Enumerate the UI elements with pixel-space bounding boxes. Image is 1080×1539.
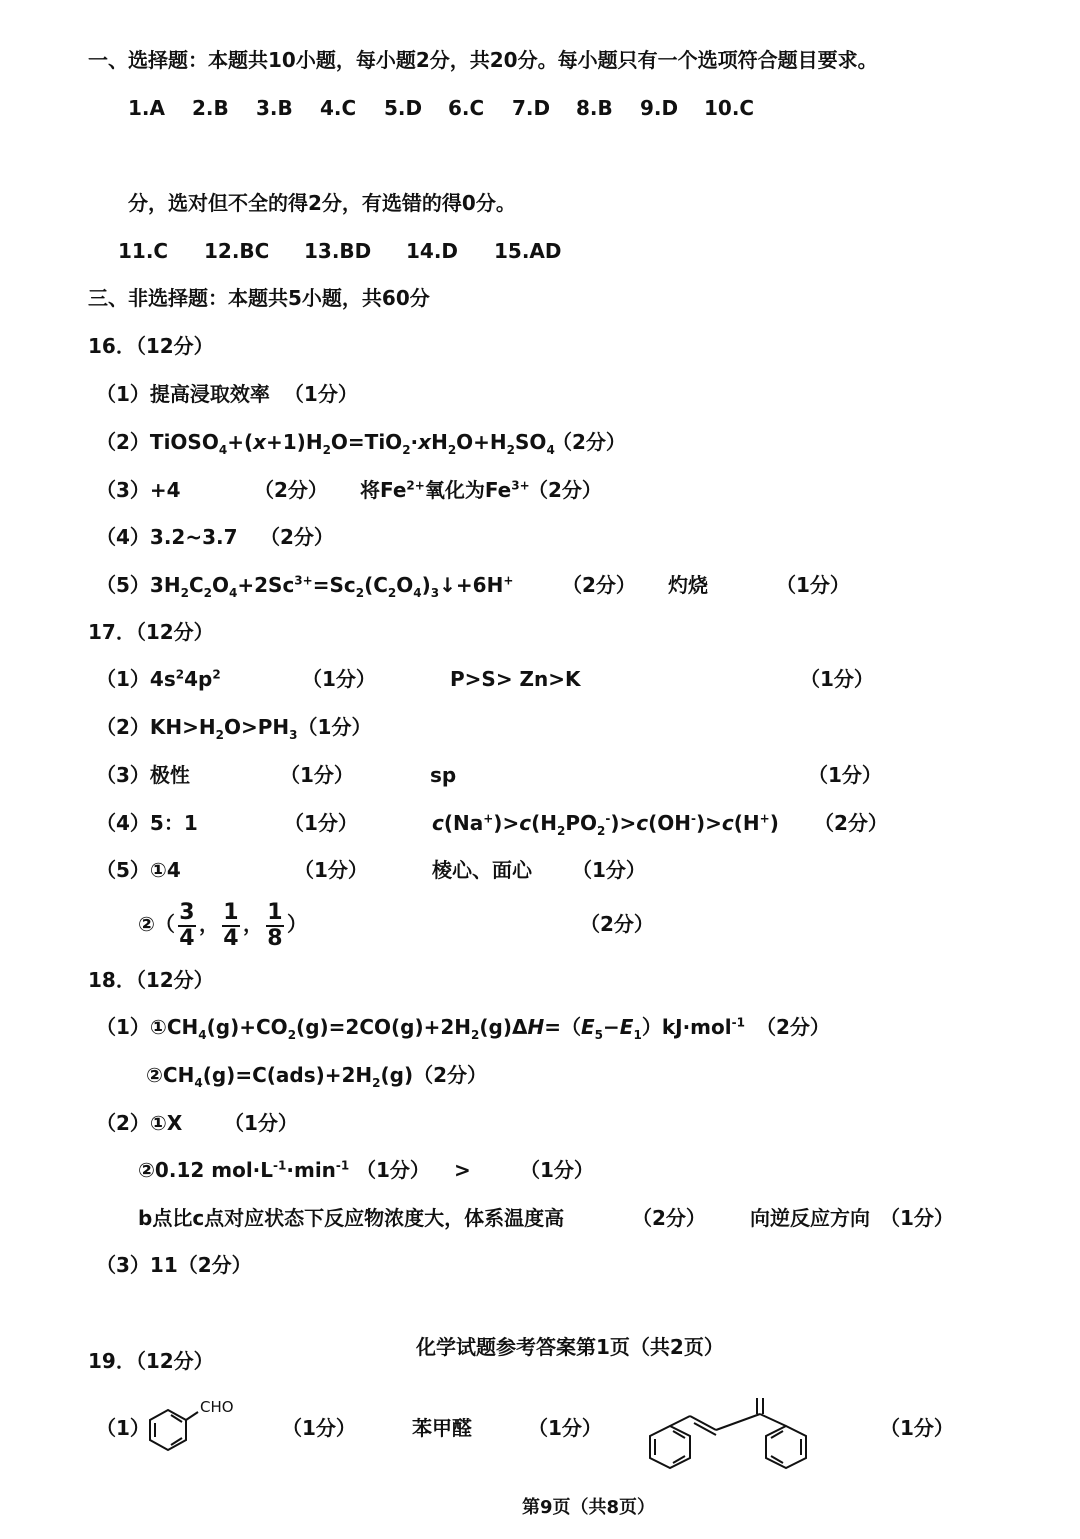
item-number: （1）: [96, 1416, 150, 1440]
q16-title: 16．（12分）: [88, 334, 214, 358]
item-number: （5）: [96, 858, 150, 882]
answer-text: 提高浸取效率: [149, 382, 270, 406]
score: （2分）: [552, 430, 626, 454]
answer-text: ①4: [149, 858, 181, 882]
score: （2分）: [528, 478, 602, 502]
section2-heading-fragment: 分，选对但不全的得2分，有选错的得0分。: [128, 191, 516, 215]
answer-text: sp: [430, 763, 457, 787]
answer-text: ①X: [149, 1111, 183, 1135]
item-number: （4）: [96, 525, 150, 549]
score: （2分）: [632, 1206, 706, 1230]
item-number: （3）: [96, 478, 150, 502]
score: （1分）: [280, 763, 354, 787]
q16-line1: [96, 380, 358, 408]
q16-line3: [96, 476, 602, 504]
answer-13: 13.BD: [304, 239, 372, 263]
q17-line1: [96, 665, 874, 693]
answer-4: 4.C: [320, 96, 357, 120]
rate-value: ②0.12 $mol\cdot L^{-1}\cdot\min^{-1}$: [138, 1158, 350, 1182]
q18-title: 18．（12分）: [88, 968, 214, 992]
q16-line5: [96, 571, 850, 600]
q17-line3: [96, 761, 882, 789]
item-number: （2）: [96, 715, 150, 739]
section3-heading: 三、非选择题：本题共5小题，共60分: [88, 286, 430, 310]
answer-text: $KH>H_2O>PH_3$: [149, 715, 298, 742]
score: （2分）: [254, 478, 328, 502]
score: （2分）: [260, 525, 334, 549]
answer-text: P>S> Zn>K: [450, 667, 581, 691]
score: （1分）: [776, 573, 850, 597]
score: （1分）: [302, 667, 376, 691]
answer-6: 6.C: [448, 96, 485, 120]
score: （1分）: [294, 858, 368, 882]
score: （2分）: [562, 573, 636, 597]
answer-2: 2.B: [192, 96, 229, 120]
score: （1分）: [284, 811, 358, 835]
benzaldehyde-structure: [146, 1398, 246, 1458]
q18-line4: [138, 1156, 594, 1184]
item-number: （5）: [96, 573, 150, 597]
coordinate-open: ②（: [138, 912, 175, 936]
answer-14: 14.D: [406, 239, 459, 263]
q18-line2: [146, 1061, 487, 1089]
score: （2分）: [413, 1063, 488, 1087]
equation: $①CH_4(g)+CO_2(g)=2CO(g)+2H_2(g)$: [149, 1015, 512, 1042]
equation: $②CH_4(g)=C(ads)+2H_2(g)$: [146, 1063, 414, 1090]
q18-line6: [96, 1251, 252, 1279]
answer-text: 向逆反应方向: [750, 1206, 870, 1230]
answer-text: 11（2分）: [149, 1253, 252, 1277]
diene-structure: [644, 1396, 834, 1474]
answer-7: 7.D: [512, 96, 551, 120]
item-number: （2）: [96, 1111, 150, 1135]
q17-line2: [96, 713, 371, 741]
enthalpy: $\Delta H=(E_5-E_1)kJ\cdot mol^{-1}$: [512, 1015, 745, 1042]
q18-line3: [96, 1109, 298, 1137]
answer-3: 3.B: [256, 96, 293, 120]
equation: $TiOSO_4+(x+1)H_2O=TiO_2\cdot xH_2O+H_2SO_4$: [149, 430, 555, 457]
q16-line4: [96, 523, 334, 551]
inner-page-footer: 化学试题参考答案第1页（共2页）: [416, 1335, 724, 1359]
electron-config: $4s^24p^2$: [149, 667, 221, 691]
concentration-order: $c(Na^+)>c(H_2PO_2^-)>c(OH^-)>c(H^+)$: [432, 811, 779, 838]
item-number: （3）: [96, 763, 150, 787]
q17-line4: [96, 809, 888, 838]
answer-text: +4: [149, 478, 181, 502]
answer-10: 10.C: [704, 96, 755, 120]
answer-text: 3.2~3.7: [149, 525, 238, 549]
q17-line6: ②（ $\frac{3}{4}$ ， $\frac{1}{4}$ ， $\frac{1}{8}$ ） （2分）: [138, 894, 307, 954]
score: （1分）: [297, 715, 372, 739]
answer-text: 灼烧: [668, 573, 708, 597]
score: （1分）: [880, 1206, 954, 1230]
q19-score3: （1分）: [880, 1416, 954, 1440]
score: （1分）: [520, 1158, 594, 1182]
score: （1分）: [224, 1111, 298, 1135]
q19-score1: （1分）: [282, 1416, 356, 1440]
score: （1分）: [356, 1158, 430, 1182]
q18-line5: [138, 1204, 954, 1232]
item-number: （2）: [96, 430, 150, 454]
item-number: （1）: [96, 382, 150, 406]
answer-text: 将$Fe^{2+}$氧化为$Fe^{3+}$: [360, 478, 530, 502]
answer-8: 8.B: [576, 96, 613, 120]
score: （2分）: [580, 912, 654, 936]
answer-text: 棱心、面心: [432, 858, 532, 882]
score: （1分）: [572, 858, 646, 882]
answer-text: >: [454, 1158, 471, 1182]
q16-line2: [96, 428, 626, 457]
answer-text: b点比c点对应状态下反应物浓度大，体系温度高: [138, 1206, 565, 1230]
answer-11: 11.C: [118, 239, 169, 263]
coordinate-close: ）: [286, 912, 307, 936]
cho-label: CHO: [200, 1398, 234, 1416]
item-number: （3）: [96, 1253, 150, 1277]
q19-line1: [96, 1414, 150, 1442]
score: （2分）: [756, 1015, 830, 1039]
score: （2分）: [814, 811, 888, 835]
item-number: （4）: [96, 811, 150, 835]
q19-score2: （1分）: [528, 1416, 602, 1440]
answer-text: 5：1: [149, 811, 198, 835]
q17-line5: [96, 856, 646, 884]
page-footer: 第9页（共8页）: [522, 1497, 656, 1518]
q19-answer-name: 苯甲醛: [412, 1416, 472, 1440]
answer-5: 5.D: [384, 96, 423, 120]
q19-title: 19．（12分）: [88, 1349, 214, 1373]
fraction-1-4: $\frac{1}{4}$: [223, 899, 239, 951]
q17-title: 17．（12分）: [88, 620, 214, 644]
answer-text: 极性: [149, 763, 190, 787]
score: （1分）: [800, 667, 874, 691]
score: （1分）: [283, 382, 358, 406]
answer-9: 9.D: [640, 96, 679, 120]
q18-line1: [96, 1013, 830, 1042]
score: （1分）: [808, 763, 882, 787]
item-number: （1）: [96, 1015, 150, 1039]
answer-12: 12.BC: [204, 239, 270, 263]
fraction-3-4: $\frac{3}{4}$: [179, 899, 195, 951]
fraction-1-8: $\frac{1}{8}$: [267, 899, 283, 951]
section1-heading: 一、选择题：本题共10小题，每小题2分，共20分。每小题只有一个选项符合题目要求。: [88, 48, 878, 72]
answer-1: 1.A: [128, 96, 165, 120]
answer-15: 15.AD: [494, 239, 562, 263]
equation: $3H_2C_2O_4+2Sc^{3+}=Sc_2(C_2O_4)_3↓+6H^+$: [149, 573, 514, 600]
item-number: （1）: [96, 667, 150, 691]
